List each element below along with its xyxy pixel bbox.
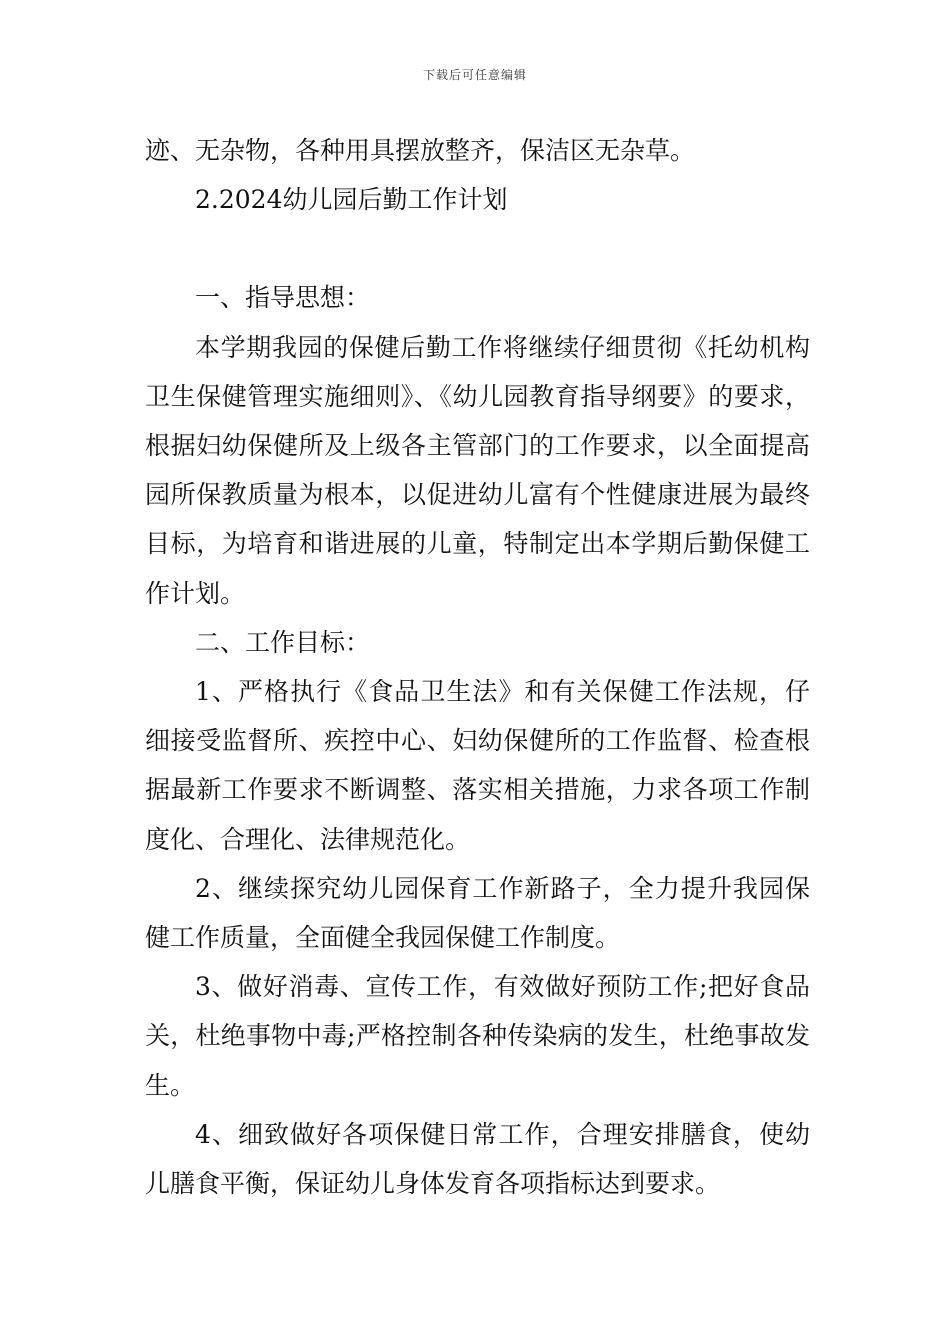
goal-item-2: 2、继续探究幼儿园保育工作新路子，全力提升我园保健工作质量，全面健全我园保健工作制度。 xyxy=(145,873,810,953)
section-title: 2.2024幼儿园后勤工作计划 xyxy=(195,185,508,215)
heading-work-goals: 二、工作目标： xyxy=(195,627,371,657)
paragraph-guiding-ideology: 本学期我园的保健后勤工作将继续仔细贯彻《托幼机构卫生保健管理实施细则》、《幼儿园教育指导纲要》的要求，根据妇幼保健所及上级各主管部门的工作要求，以全面提高园所保教质量为根本，以促进幼儿富有个性健康进展为最终目标，为培育和谐进展的儿童，特制定出本学期后勤保健工作计划。 xyxy=(145,332,810,608)
goal-item-4: 4、细致做好各项保健日常工作，合理安排膳食，使幼儿膳食平衡，保证幼儿身体发育各项指标达到要求。 xyxy=(145,1119,810,1199)
heading-guiding-ideology: 一、指导思想： xyxy=(195,283,371,313)
blank-line xyxy=(145,224,810,273)
goal-item-3: 3、做好消毒、宣传工作，有效做好预防工作;把好食品关，杜绝事物中毒;严格控制各种传染病的发生，杜绝事故发生。 xyxy=(145,972,810,1100)
paragraph-continuation: 迹、无杂物，各种用具摆放整齐，保洁区无杂草。 xyxy=(145,136,696,165)
document-body xyxy=(145,126,810,1208)
goal-item-1: 1、严格执行《食品卫生法》和有关保健工作法规，仔细接受监督所、疾控中心、妇幼保健所的工作监督、检查根据最新工作要求不断调整、落实相关措施，力求各项工作制度化、合理化、法律规范化。 xyxy=(145,677,810,854)
header-watermark: 下载后可任意编辑 xyxy=(422,68,527,82)
